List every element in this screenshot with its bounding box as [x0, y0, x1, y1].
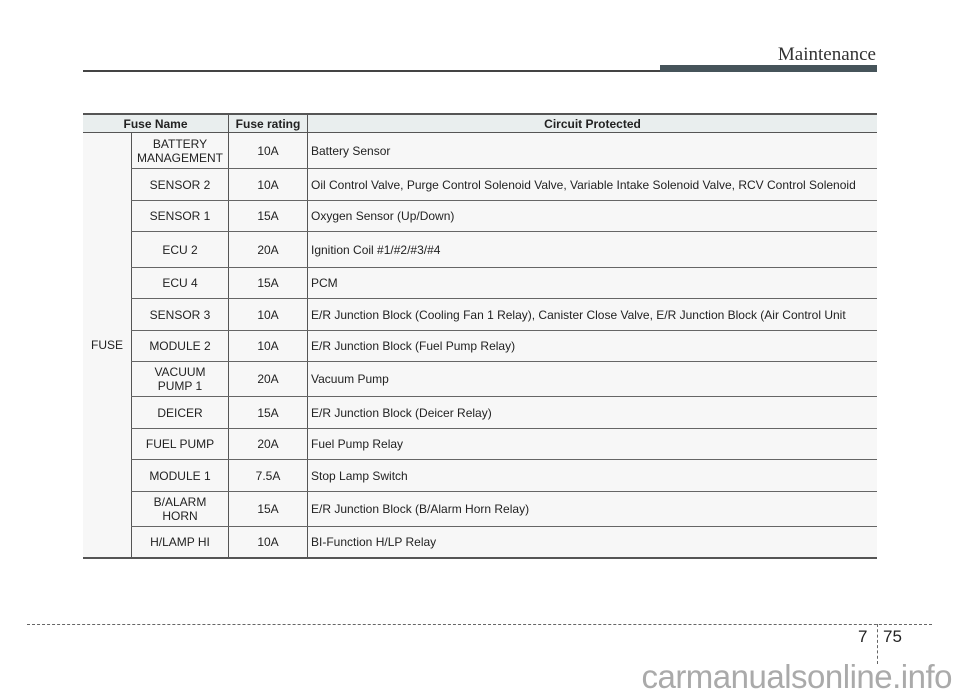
fuse-name: MODULE 2 — [132, 331, 229, 362]
circuit-protected: E/R Junction Block (Fuel Pump Relay) — [308, 331, 878, 362]
fuse-name: DEICER — [132, 397, 229, 429]
fuse-rating: 15A — [229, 397, 308, 429]
fuse-rating: 15A — [229, 268, 308, 299]
fuse-name: SENSOR 3 — [132, 299, 229, 331]
fuse-rating: 20A — [229, 429, 308, 460]
section-title: Maintenance — [777, 44, 876, 65]
header-rule-accent — [660, 65, 877, 72]
table-row — [83, 460, 877, 492]
circuit-protected: Oxygen Sensor (Up/Down) — [308, 201, 878, 232]
page-number: 75 — [883, 627, 902, 646]
table-row — [83, 527, 877, 558]
circuit-protected: Stop Lamp Switch — [308, 460, 878, 492]
fuse-rating: 20A — [229, 362, 308, 397]
fuse-rating: 7.5A — [229, 460, 308, 492]
fuse-name: B/ALARM HORN — [132, 492, 229, 527]
table-header-row — [83, 114, 877, 133]
circuit-protected: BI-Function H/LP Relay — [308, 527, 878, 558]
fuse-name: FUEL PUMP — [132, 429, 229, 460]
table-row — [83, 429, 877, 460]
table-row — [83, 299, 877, 331]
fuse-table — [83, 113, 877, 559]
fuse-rating: 15A — [229, 492, 308, 527]
circuit-protected: PCM — [308, 268, 878, 299]
fuse-rating: 20A — [229, 232, 308, 268]
fuse-name: MODULE 1 — [132, 460, 229, 492]
table-row — [83, 492, 877, 527]
circuit-protected: Battery Sensor — [308, 133, 878, 169]
fuse-name: VACUUM PUMP 1 — [132, 362, 229, 397]
circuit-protected: E/R Junction Block (Cooling Fan 1 Relay), Canister Close Valve, E/R Junction Block (Air Control Unit — [308, 299, 878, 331]
table-row — [83, 232, 877, 268]
fuse-name: ECU 4 — [132, 268, 229, 299]
fuse-rating: 10A — [229, 299, 308, 331]
fuse-name: SENSOR 2 — [132, 169, 229, 201]
column-header-fuse-name: Fuse Name — [83, 114, 229, 133]
table-row — [83, 331, 877, 362]
circuit-protected: E/R Junction Block (B/Alarm Horn Relay) — [308, 492, 878, 527]
circuit-protected: Oil Control Valve, Purge Control Solenoid Valve, Variable Intake Solenoid Valve, RCV Control Solenoid — [308, 169, 878, 201]
fuse-rating: 10A — [229, 169, 308, 201]
watermark: carmanualsonline.info — [641, 658, 952, 695]
circuit-protected: E/R Junction Block (Deicer Relay) — [308, 397, 878, 429]
fuse-name: BATTERY MANAGEMENT — [132, 133, 229, 169]
fuse-rating: 10A — [229, 331, 308, 362]
table-row — [83, 362, 877, 397]
fuse-group-label: FUSE — [83, 133, 132, 558]
column-header-circuit: Circuit Protected — [308, 114, 878, 133]
circuit-protected: Fuel Pump Relay — [308, 429, 878, 460]
table-row — [83, 201, 877, 232]
footer-rule — [27, 624, 932, 625]
table-row — [83, 133, 877, 169]
chapter-number: 7 — [858, 627, 868, 646]
table-row — [83, 397, 877, 429]
table-row — [83, 268, 877, 299]
fuse-rating: 10A — [229, 527, 308, 558]
fuse-name: SENSOR 1 — [132, 201, 229, 232]
table-row — [83, 169, 877, 201]
circuit-protected: Vacuum Pump — [308, 362, 878, 397]
fuse-rating: 10A — [229, 133, 308, 169]
fuse-name: H/LAMP HI — [132, 527, 229, 558]
circuit-protected: Ignition Coil #1/#2/#3/#4 — [308, 232, 878, 268]
fuse-name: ECU 2 — [132, 232, 229, 268]
column-header-fuse-rating: Fuse rating — [229, 114, 308, 133]
header-rule — [83, 70, 660, 72]
fuse-rating: 15A — [229, 201, 308, 232]
